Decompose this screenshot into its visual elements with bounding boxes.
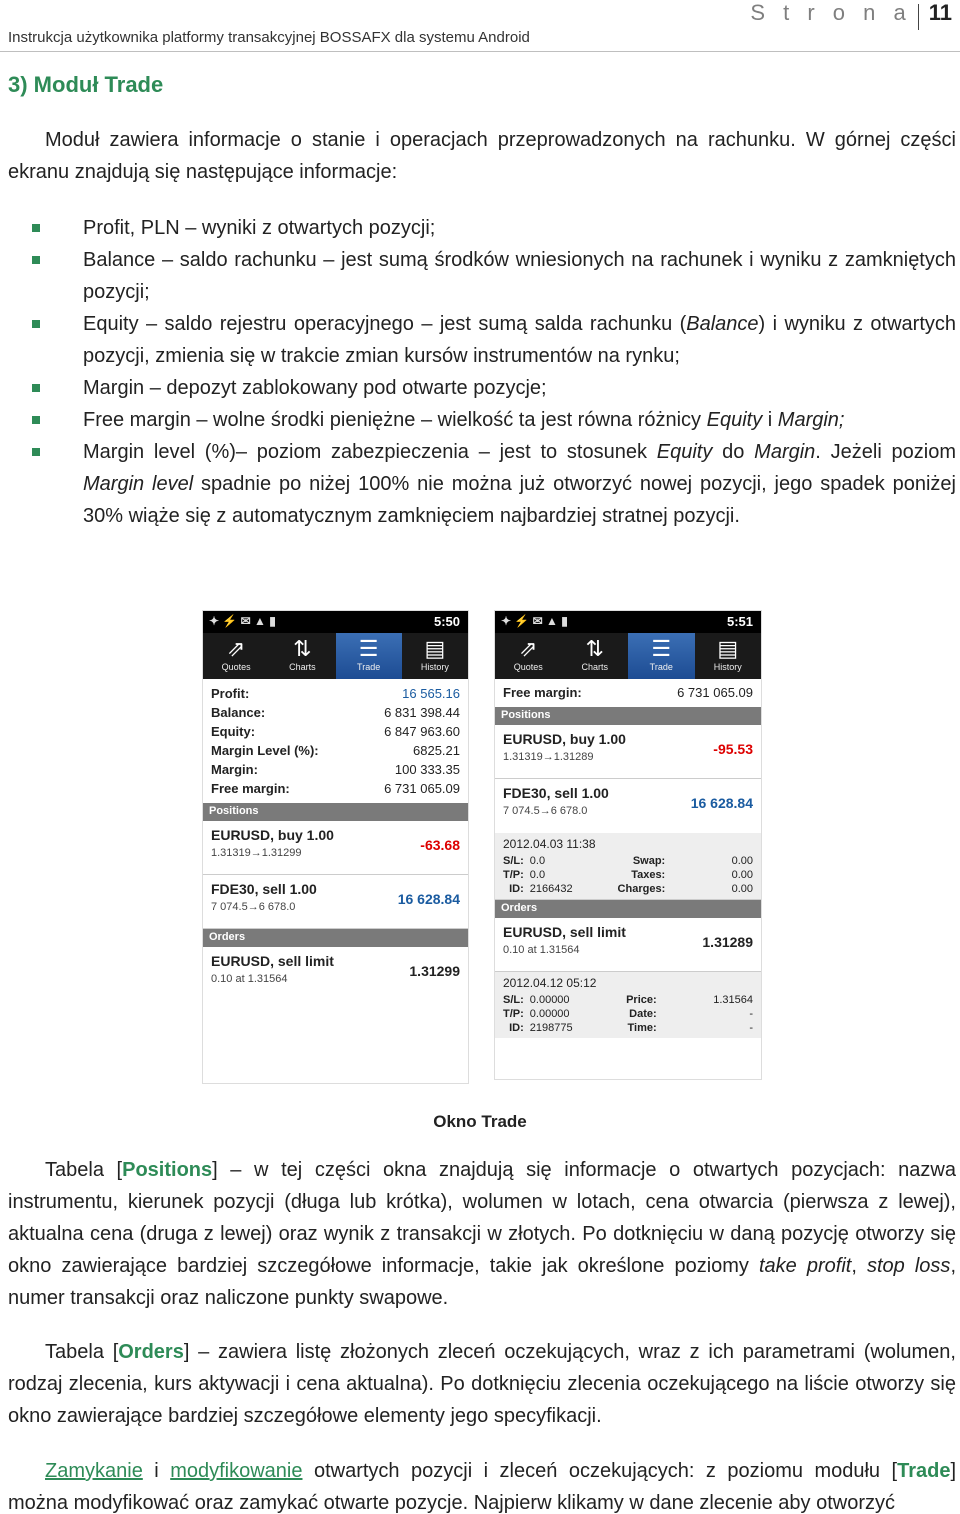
position-row[interactable]: EURUSD, buy 1.00 1.31319→1.31289 -95.53 (495, 725, 761, 779)
list-item: Margin level (%)– poziom zabezpieczenia – jest to stosunek Equity do Margin. Jeżeli poziom Margin level spadnie po niżej 100% nie można już otworzyć nowej pozycji, jego spadek poniżej 30% wiąże się z automatycznym zamknięciem najbardziej stratnej pozycji. (8, 436, 956, 532)
intro-paragraph: Moduł zawiera informacje o stanie i operacjach przeprowadzonych na rachunku. W górnej części ekranu znajdują się następujące informacje: (8, 129, 956, 183)
trade-icon: ☰ (651, 636, 672, 661)
account-summary (495, 679, 761, 707)
list-item: Equity – saldo rejestru operacyjnego – jest sumą salda rachunku (Balance) i wyniku z otwartych pozycji, zmienia się w trakcie zmian kursów instrumentów na rynku; (8, 308, 956, 372)
bullet-square-icon (32, 224, 40, 232)
list-item: Margin – depozyt zablokowany pod otwarte pozycje; (8, 372, 956, 404)
positions-header: Positions (495, 707, 761, 725)
page-number: 11 (928, 0, 952, 25)
position-row[interactable]: EURUSD, buy 1.00 1.31319→1.31299 -63.68 (203, 821, 468, 875)
quotes-icon: ⇗ (226, 636, 246, 661)
history-icon: ▤ (717, 636, 739, 661)
order-details: 2012.04.12 05:12 S/L: 0.00000 Price: 1.31564 T/P: 0.00000 Date: - ID: 2198775 Time: - (495, 972, 761, 1038)
bullet-square-icon (32, 320, 40, 328)
summary-row: Margin Level (%): 6825.21 (211, 743, 460, 758)
bullet-list (8, 212, 956, 532)
tab-charts[interactable]: ⇅ Charts (269, 633, 335, 679)
orders-header: Orders (495, 900, 761, 918)
figure-caption: Okno Trade (433, 1112, 527, 1131)
positions-header: Positions (203, 803, 468, 821)
position-row[interactable]: FDE30, sell 1.00 7 074.5→6 678.0 16 628.84 (203, 875, 468, 929)
charts-icon: ⇅ (293, 636, 312, 661)
status-bar: ✦ ⚡ ✉ ▲ ▮ 5:51 (495, 611, 761, 633)
phone-screenshot-1 (202, 610, 469, 1084)
bullet-square-icon (32, 256, 40, 264)
history-icon: ▤ (424, 636, 446, 661)
charts-icon: ⇅ (585, 636, 604, 661)
summary-row: Margin: 100 333.35 (211, 762, 460, 777)
position-details: 2012.04.03 11:38 S/L: 0.0 Swap: 0.00 T/P: 0.0 Taxes: 0.00 ID: 2166432 Charges: 0.00 (495, 833, 761, 900)
bullet-square-icon (32, 448, 40, 456)
bullet-square-icon (32, 384, 40, 392)
list-item: Free margin – wolne środki pieniężne – wielkość ta jest równa różnicy Equity i Margin; (8, 404, 956, 436)
order-row[interactable]: EURUSD, sell limit 0.10 at 1.31564 1.31289 (495, 918, 761, 972)
summary-row: Free margin: 6 731 065.09 (211, 781, 460, 796)
list-item: Profit, PLN – wyniki z otwartych pozycji; (8, 212, 956, 244)
account-summary (203, 679, 468, 803)
orders-header: Orders (203, 929, 468, 947)
positions-paragraph: Tabela [Positions] – w tej części okna znajdują się informacje o otwartych pozycjach: nazwa instrumentu, kierunek pozycji (długa lub krótka), wolumen w lotach, cena otwarcia (pierwsza z lewej), aktualna cena (druga z lewej) oraz wynik z transakcji w złotych. Po dotknięciu w daną pozycję otworzy się okno zawierające bardziej szczegółowe informacje, takie jak określone poziomy take profit, stop loss, numer transakcji oraz naliczone punkty swapowe. (8, 1159, 956, 1309)
tab-quotes[interactable]: ⇗ Quotes (203, 633, 269, 679)
orders-paragraph: Tabela [Orders] – zawiera listę złożonych zleceń oczekujących, wraz z ich parametrami (wolumen, rodzaj zlecenia, kurs aktywacji i cena aktualna). Po dotknięciu zlecenia oczekującego na liście otworzy się okno zawierające bardziej szczegółowe elementy jego specyfikacji. (8, 1341, 956, 1427)
list-item: Balance – saldo rachunku – jest sumą środków wniesionych na rachunek i wyniku z zamkniętych pozycji; (8, 244, 956, 308)
tab-bar (495, 633, 761, 679)
tab-quotes[interactable]: ⇗ Quotes (495, 633, 562, 679)
phone-screenshot-2 (494, 610, 762, 1080)
trade-icon: ☰ (358, 636, 379, 661)
summary-row: Free margin: 6 731 065.09 (503, 685, 753, 700)
tab-history[interactable]: ▤ History (695, 633, 762, 679)
status-bar: ✦ ⚡ ✉ ▲ ▮ 5:50 (203, 611, 468, 633)
tab-trade[interactable]: ☰ Trade (336, 633, 402, 679)
tab-trade[interactable]: ☰ Trade (628, 633, 695, 679)
link-modyfikowanie[interactable]: modyfikowanie (170, 1460, 303, 1482)
summary-row: Equity: 6 847 963.60 (211, 724, 460, 739)
section-title: 3) Moduł Trade (8, 72, 164, 97)
notification-icons: ✦ ⚡ ✉ ▲ ▮ (501, 614, 568, 628)
summary-row: Balance: 6 831 398.44 (211, 705, 460, 720)
tab-bar (203, 633, 468, 679)
position-row[interactable]: FDE30, sell 1.00 7 074.5→6 678.0 16 628.84 (503, 785, 753, 817)
page-number-header: S t r o n a 11 (750, 0, 952, 26)
header-divider (0, 51, 960, 52)
bullet-square-icon (32, 416, 40, 424)
closing-paragraph: Zamykanie i modyfikowanie otwartych pozycji i zleceń oczekujących: z poziomu modułu [Trade] można modyfikować oraz zamykać otwarte pozycje. Najpierw klikamy w dane zlecenie aby otworzyć (8, 1460, 956, 1514)
tab-history[interactable]: ▤ History (402, 633, 468, 679)
order-row[interactable]: EURUSD, sell limit 0.10 at 1.31564 1.31299 (211, 953, 460, 985)
link-zamykanie[interactable]: Zamykanie (45, 1460, 143, 1482)
tab-charts[interactable]: ⇅ Charts (562, 633, 629, 679)
doc-title: Instrukcja użytkownika platformy transakcyjnej BOSSAFX dla systemu Android (8, 29, 530, 46)
quotes-icon: ⇗ (519, 636, 538, 661)
summary-row: Profit: 16 565.16 (211, 686, 460, 701)
notification-icons: ✦ ⚡ ✉ ▲ ▮ (209, 614, 276, 628)
